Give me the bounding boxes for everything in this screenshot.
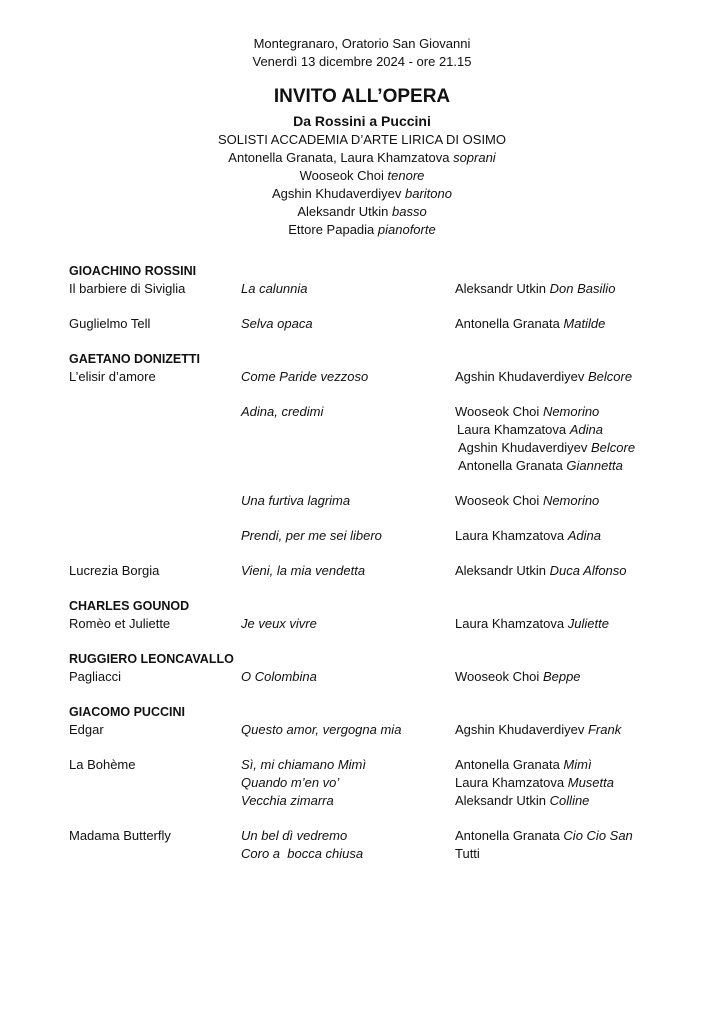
singer-name: Aleksandr Utkin [455,281,547,296]
performer [455,439,635,457]
aria-title: Come Paride vezzoso [241,369,369,384]
performer [455,457,635,475]
singer-name: Laura Khamzatova [457,422,567,437]
performer [455,403,635,421]
opera-title: Lucrezia Borgia [69,563,160,578]
program-row [69,615,689,633]
character-role: Adina [567,528,601,543]
invitation-header [0,35,724,239]
character-role: Musetta [567,775,614,790]
singer-name: Agshin Khudaverdiyev [455,369,585,384]
program-row [69,403,689,475]
aria-title: Adina, credimi [241,404,324,419]
cast-name: Wooseok Choi [299,168,384,183]
performer [455,721,621,739]
aria-title: La calunnia [241,281,308,296]
character-role: Beppe [542,669,581,684]
character-role: Frank [587,722,622,737]
program-row [69,756,689,810]
singer-name: Wooseok Choi [455,404,540,419]
performer [455,527,601,545]
cast-entry [0,149,724,167]
aria-title: Coro a bocca chiusa [241,846,364,861]
cast-role: basso [391,204,427,219]
cast-name: Aleksandr Utkin [297,204,389,219]
program-row [69,280,689,298]
character-role: Nemorino [542,404,600,419]
opera-title: Pagliacci [69,669,122,684]
opera-title: Il barbiere di Siviglia [69,281,186,296]
composer-heading: CHARLES GOUNOD [69,599,190,613]
cast-role: baritono [405,186,452,201]
performer-group [455,403,635,475]
singer-name: Aleksandr Utkin [455,793,547,808]
performer [455,315,605,333]
aria-title: Quando m’en vo’ [241,775,340,790]
singer-name: Laura Khamzatova [455,528,565,543]
performer [455,421,635,439]
singer-name: Antonella Granata [458,458,563,473]
performer [455,615,609,633]
character-role: Matilde [563,316,606,331]
aria-group [241,827,363,863]
page-title: INVITO ALL’OPERA [273,86,451,107]
singer-name: Laura Khamzatova [455,616,565,631]
page-subtitle: Da Rossini a Puccini [293,113,431,129]
singer-name: Tutti [455,846,480,861]
cast-name: Agshin Khudaverdiyev [272,186,402,201]
aria-title: Vecchia zimarra [241,793,334,808]
character-role: Cio Cio San [563,828,633,843]
venue: Montegranaro, Oratorio San Giovanni [253,36,471,51]
cast-entry [0,203,724,221]
performer [455,774,614,792]
character-role: Mimì [563,757,592,772]
aria-title: Una furtiva lagrima [241,493,351,508]
opera-title: Romèo et Juliette [69,616,171,631]
performer-group [455,827,633,863]
aria-title: O Colombina [241,669,317,684]
cast-role: pianoforte [377,222,436,237]
opera-title: La Bohème [69,757,136,772]
opera-title: Guglielmo Tell [69,316,151,331]
aria-title: Questo amor, vergogna mia [241,722,402,737]
cast-entry [0,221,724,239]
cast-entry [0,167,724,185]
cast-entry [0,185,724,203]
character-role: Juliette [567,616,609,631]
program-list [69,262,689,863]
composer-heading: GAETANO DONIZETTI [69,352,201,366]
opera-title: Edgar [69,722,104,737]
program-row [69,492,689,510]
program-row [69,527,689,545]
character-role: Belcore [587,369,633,384]
character-role: Duca Alfonso [549,563,627,578]
event-date: Venerdì 13 dicembre 2024 - ore 21.15 [252,54,472,69]
program-row [69,562,689,580]
cast-role: soprani [453,150,496,165]
cast-name: Ettore Papadia [288,222,378,237]
aria-title: Vieni, la mia vendetta [241,563,366,578]
aria-title: Un bel dì vedremo [241,828,348,843]
composer-heading: RUGGIERO LEONCAVALLO [69,652,234,666]
program-row [69,721,689,739]
performer-group [455,756,614,810]
cast-role: tenore [387,168,425,183]
aria-title: Prendi, per me sei libero [241,528,382,543]
character-role: Don Basilio [549,281,616,296]
ensemble-name: SOLISTI ACCADEMIA D’ARTE LIRICA DI OSIMO [218,132,506,147]
singer-name: Aleksandr Utkin [455,563,547,578]
character-role: Giannetta [566,458,623,473]
performer [455,845,633,863]
cast-list [0,149,724,239]
program-row [69,368,689,386]
aria-title: Sì, mi chiamano Mimì [241,757,366,772]
character-role: Nemorino [542,493,600,508]
performer [455,280,615,298]
performer [455,562,627,580]
opera-title: L’elisir d’amore [69,369,156,384]
program-row [69,315,689,333]
opera-title: Madama Butterfly [69,828,171,843]
performer [455,668,581,686]
performer [455,756,614,774]
singer-name: Wooseok Choi [455,493,540,508]
aria-group [241,756,366,810]
aria-title: Selva opaca [241,316,313,331]
performer [455,368,632,386]
cast-name: Antonella Granata, Laura Khamzatova [228,150,450,165]
character-role: Adina [569,422,603,437]
singer-name: Antonella Granata [455,316,560,331]
performer [455,492,599,510]
character-role: Colline [549,793,590,808]
program-row [69,668,689,686]
singer-name: Laura Khamzatova [455,775,565,790]
performer [455,827,633,845]
program-row [69,827,689,863]
character-role: Belcore [590,440,636,455]
singer-name: Agshin Khudaverdiyev [455,722,585,737]
singer-name: Wooseok Choi [455,669,540,684]
singer-name: Agshin Khudaverdiyev [458,440,588,455]
aria-title: Je veux vivre [241,616,317,631]
singer-name: Antonella Granata [455,757,560,772]
composer-heading: GIACOMO PUCCINI [69,705,185,719]
singer-name: Antonella Granata [455,828,560,843]
performer [455,792,614,810]
composer-heading: GIOACHINO ROSSINI [69,264,197,278]
